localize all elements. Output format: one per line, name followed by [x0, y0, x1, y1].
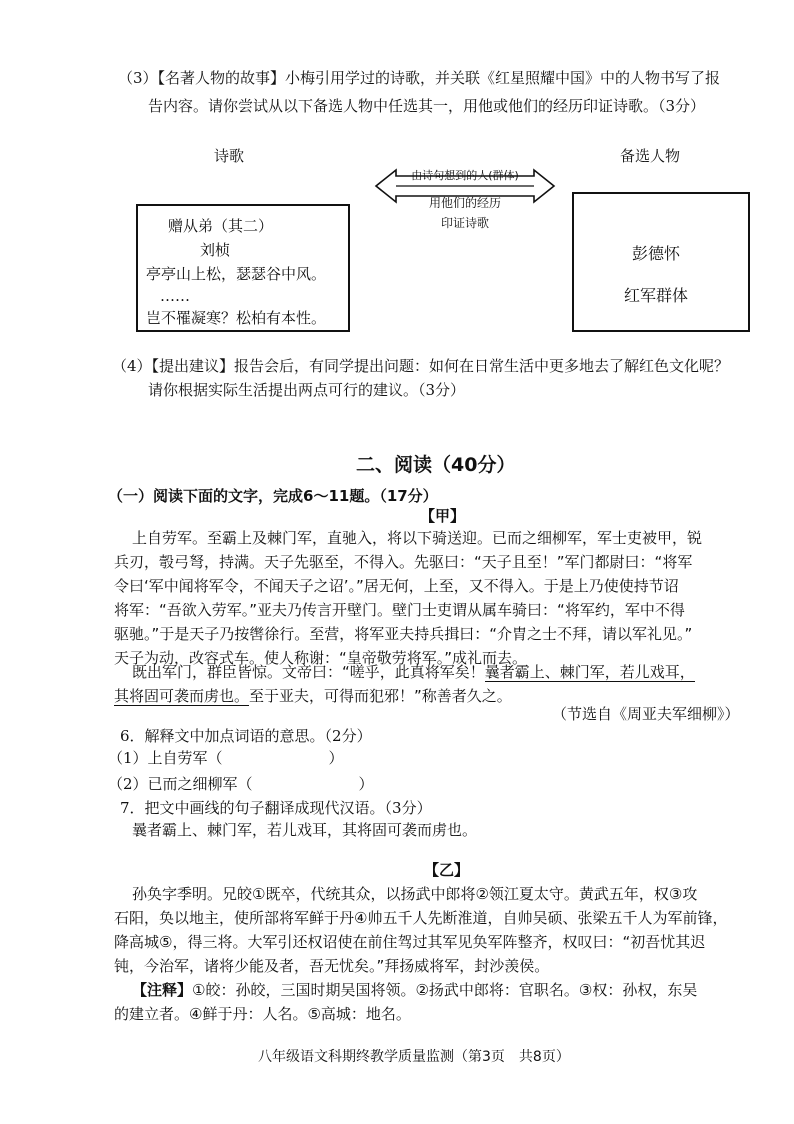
q7-sentence: 曩者霸上、棘门军，若儿戏耳，其将固可袭而虏也。: [132, 821, 478, 839]
arrow-top-label: 由诗句想到的人(群体): [411, 169, 519, 182]
notes-text: ①皎：孙皎，三国时期吴国将领。②扬武中郎将：官职名。③权：孙权，东吴: [192, 981, 698, 999]
person-peng-dehuai: 彭德怀: [632, 244, 681, 263]
jia-label: 【甲】: [420, 507, 466, 525]
yi-notes-line-2: 的建立者。④鲜于丹：人名。⑤高城：地名。: [114, 1005, 411, 1023]
jia-line: [132, 662, 695, 682]
person-red-army: 红军群体: [624, 286, 689, 305]
underlined-sentence-part-1: 曩者霸上、棘门军，若儿戏耳，: [484, 663, 695, 681]
subsection-title: （一）阅读下面的文字，完成6～11题。（17分）: [108, 487, 438, 505]
jia-line: 驱驰。”于是天子乃按辔徐行。至营，将军亚夫持兵揖曰：“介胄之士不拜，请以军礼见。”: [114, 625, 693, 643]
page-footer: 八年级语文科期终教学质量监测（第3页 共8页）: [258, 1049, 570, 1065]
notes-label: 【注释】: [132, 981, 193, 999]
q6-item-1-close: ）: [328, 749, 344, 767]
q6-item-1-text: （1）上自劳军（: [108, 749, 223, 767]
yi-line: 降高城⑤，得三将。大军引还权诏使在前住驾过其军见奂军阵整齐，权叹曰：“初吾忧其迟: [114, 933, 706, 951]
q6-item-2-text: （2）已而之细柳军（: [108, 775, 253, 793]
jia-line: 将军：“吾欲入劳军。”亚夫乃传言开壁门。壁门士吏谓从属车骑曰：“将军约，军中不得: [114, 601, 685, 619]
yi-line: 石阳，奂以地主，使所部将军鲜于丹④帅五千人先断淮道，自帅吴硕、张梁五千人为军前锋，: [114, 909, 728, 927]
yi-label: 【乙】: [424, 861, 470, 879]
poem-ellipsis: ……: [160, 287, 190, 305]
yi-line: 钝，今治军，诸将少能及者，吾无忧矣。”拜扬威将军，封沙羡侯。: [114, 957, 550, 975]
jia-text-span: 至于亚夫，可得而犯邪！”称善者久之。: [249, 687, 512, 705]
q4-line2: 请你根据实际生活提出两点可行的建议。（3分）: [148, 381, 466, 399]
jia-line: 令曰‘军中闻将军令，不闻天子之诏’。”居无何，上至，又不得入。于是上乃使使持节诏: [114, 577, 679, 595]
jia-line: 上自劳军。至霸上及棘门军，直驰入，将以下骑送迎。已而之细柳军，军士吏被甲，锐: [132, 529, 703, 547]
poem-box: [136, 204, 350, 332]
people-column-label: 备选人物: [620, 147, 681, 165]
poem-line-1: 亭亭山上松，瑟瑟谷中风。: [146, 265, 327, 283]
poem-author: 刘桢: [200, 241, 231, 259]
yi-notes-line-1: [132, 980, 697, 1000]
q3-line1: （3）【名著人物的故事】小梅引用学过的诗歌，并关联《红星照耀中国》中的人物书写了报: [118, 69, 721, 87]
arrow-bottom-label-1: 用他们的经历: [428, 196, 501, 210]
jia-text-span: 既出军门，群臣皆惊。文帝曰：“嗟乎，此真将军矣！: [132, 663, 485, 681]
q6-item-1: [108, 748, 344, 768]
section-title: 二、阅读（40分）: [356, 454, 516, 476]
people-box: [572, 192, 750, 332]
poem-title: 赠从弟（其二）: [168, 217, 274, 235]
poem-column-label: 诗歌: [214, 147, 245, 165]
underlined-sentence-part-2: 其将固可袭而虏也。: [114, 687, 250, 705]
poem-line-2: 岂不罹凝寒？松柏有本性。: [146, 309, 327, 327]
q6-item-2-close: ）: [358, 775, 374, 793]
jia-source: （节选自《周亚夫军细柳》）: [552, 705, 740, 723]
jia-line: [114, 686, 512, 706]
jia-line: 兵刃，彀弓弩，持满。天子先驱至，不得入。先驱曰：“天子且至！”军门都尉曰：“将军: [114, 553, 693, 571]
q7-title: 7．把文中画线的句子翻译成现代汉语。（3分）: [120, 799, 432, 817]
q4-line1: （4）【提出建议】报告会后，有同学提出问题：如何在日常生活中更多地去了解红色文化呢？: [112, 357, 730, 375]
q6-item-2: [108, 774, 374, 794]
q6-title: 6．解释文中加点词语的意思。（2分）: [120, 727, 372, 745]
jia-line: 天子为动，改容式车。使人称谢：“皇帝敬劳将军。”成礼而去。: [114, 649, 528, 667]
yi-line: 孙奂字季明。兄皎①既卒，代统其众，以扬武中郎将②领江夏太守。黄武五年，权③攻: [132, 885, 698, 903]
arrow-bottom-label-2: 印证诗歌: [440, 216, 489, 230]
q3-line2: 告内容。请你尝试从以下备选人物中任选其一，用他或他们的经历印证诗歌。（3分）: [148, 97, 706, 115]
